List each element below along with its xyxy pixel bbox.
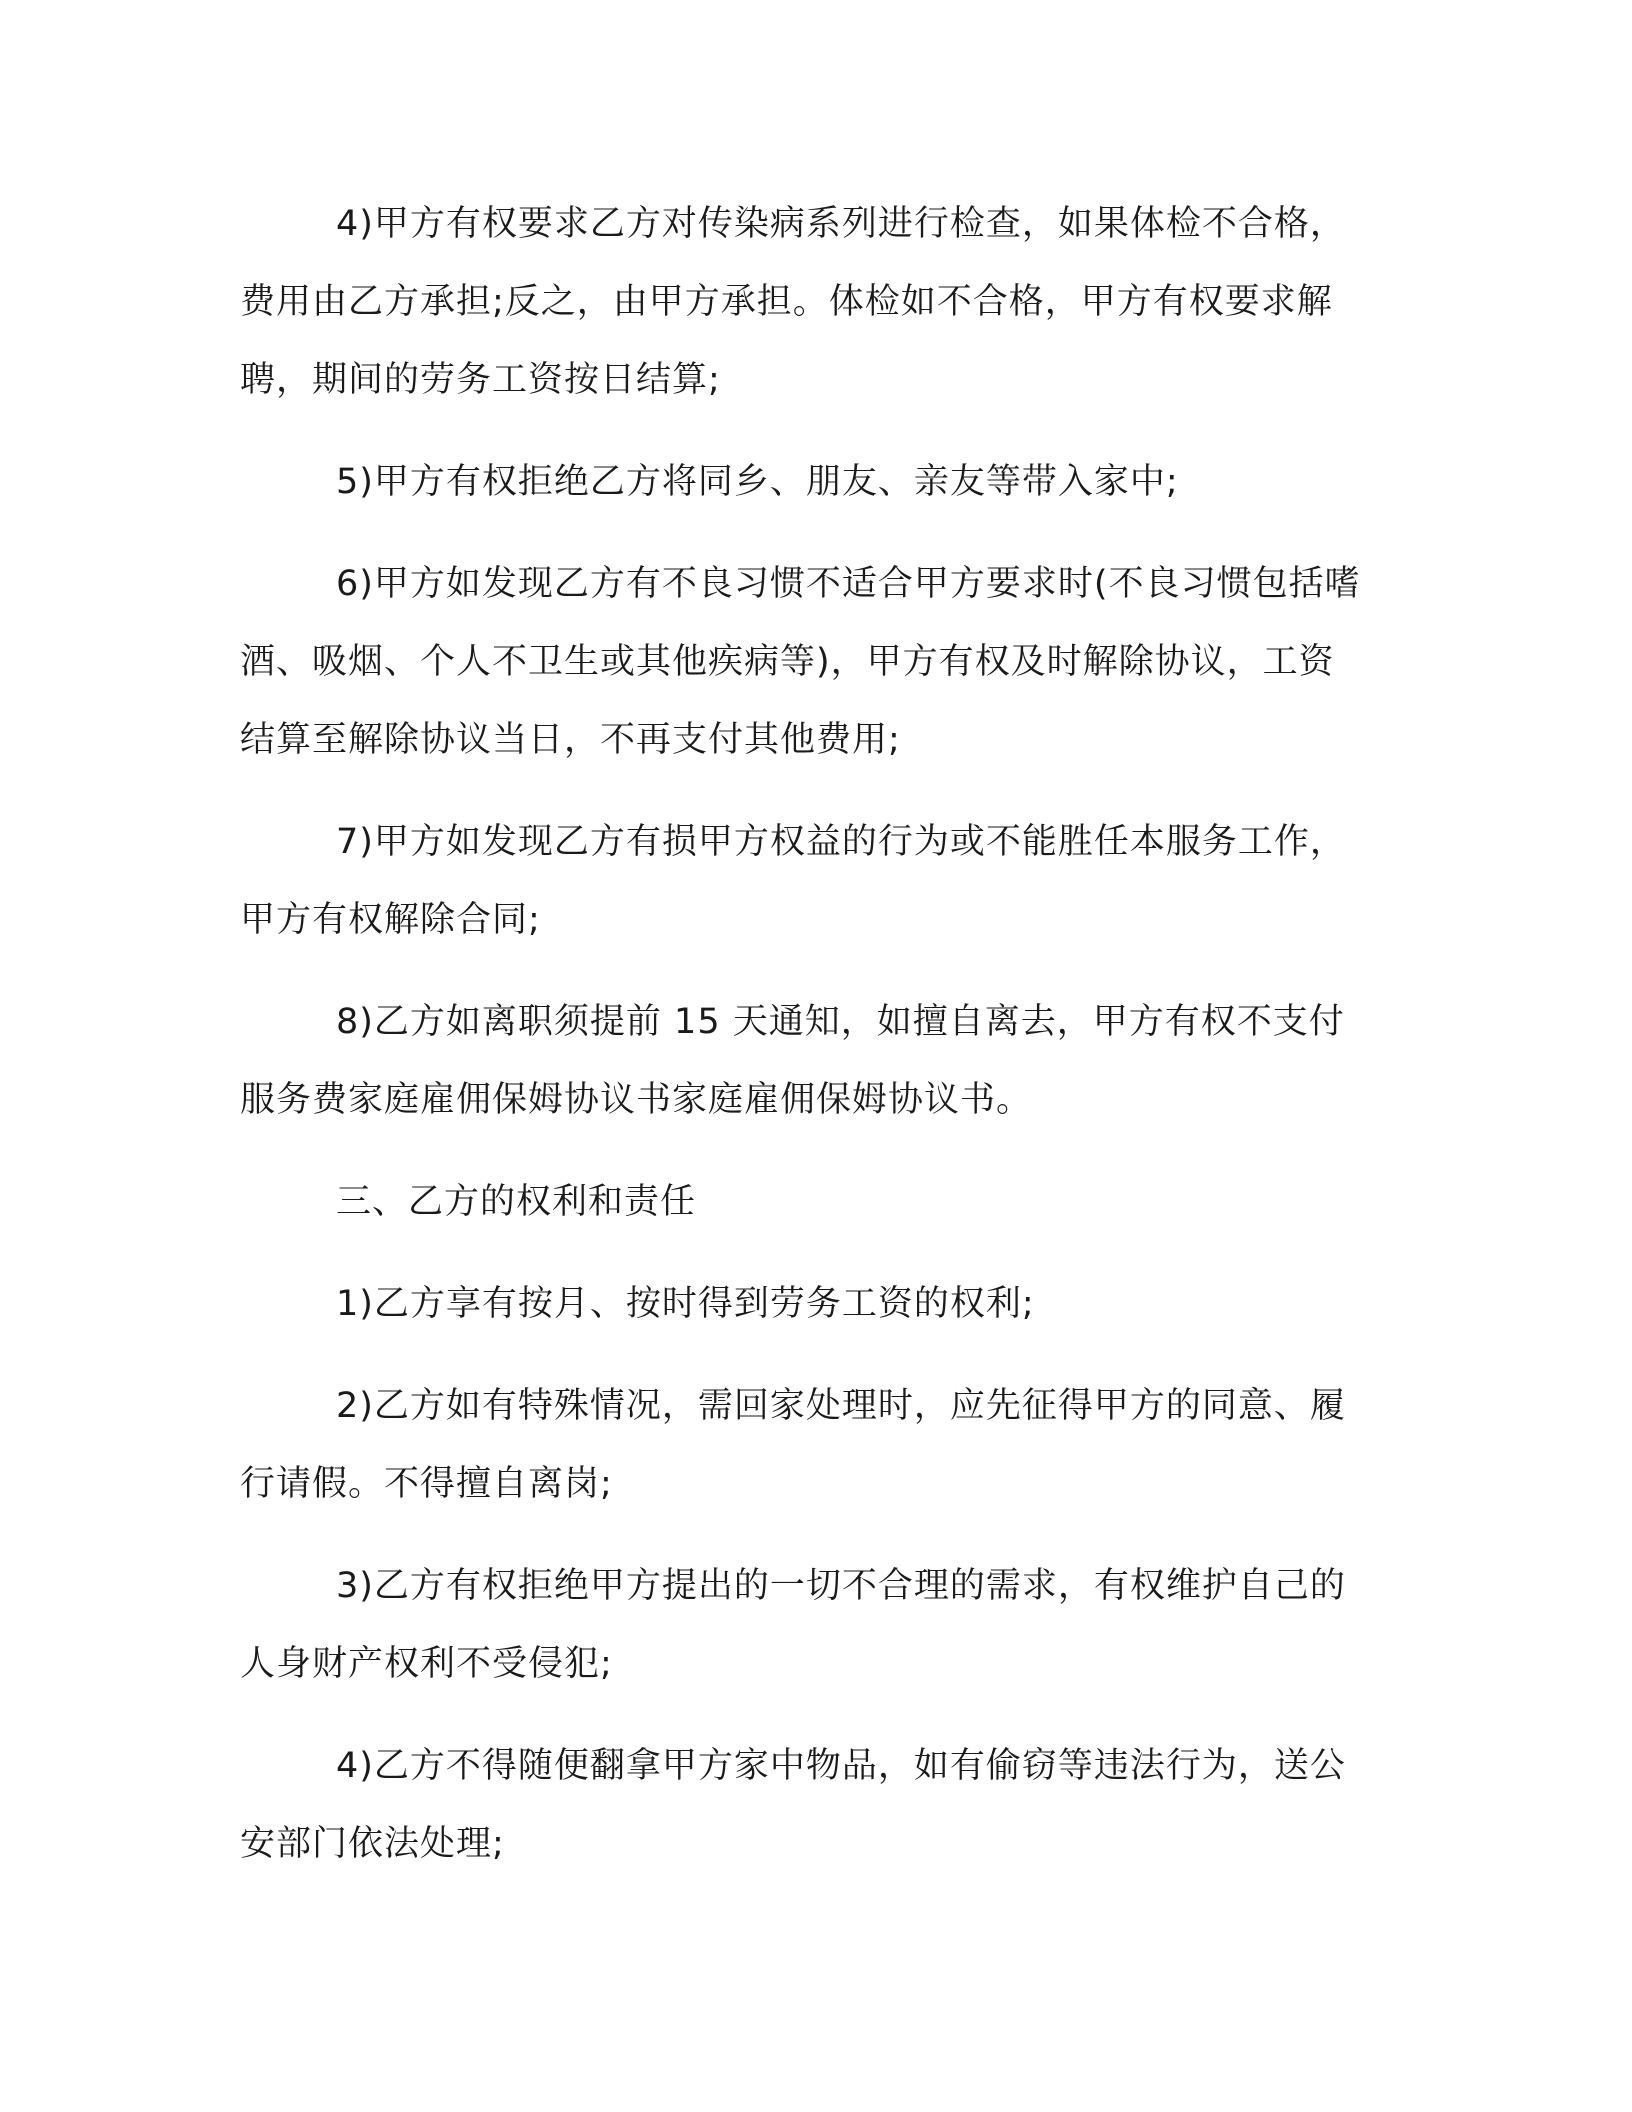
paragraph-line: 8)乙方如离职须提前 15 天通知，如擅自离去，甲方有权不支付 <box>336 1002 1345 1042</box>
paragraph-line: 3)乙方有权拒绝甲方提出的一切不合理的需求，有权维护自己的 <box>336 1566 1346 1606</box>
clause-paragraph <box>240 1367 1390 1523</box>
clause-paragraph <box>240 545 1390 779</box>
paragraph-line: 结算至解除协议当日，不再支付其他费用; <box>240 720 901 760</box>
clause-paragraph <box>240 185 1390 419</box>
clause-paragraph <box>240 1727 1390 1883</box>
document-body <box>240 185 1390 1883</box>
clause-paragraph <box>240 983 1390 1139</box>
paragraph-line: 聘，期间的劳务工资按日结算; <box>240 360 721 400</box>
section-heading-text: 三、乙方的权利和责任 <box>336 1182 697 1222</box>
clause-paragraph <box>240 1547 1390 1703</box>
paragraph-line: 安部门依法处理; <box>240 1824 505 1864</box>
paragraph-line: 酒、吸烟、个人不卫生或其他疾病等)，甲方有权及时解除协议，工资 <box>240 642 1335 682</box>
paragraph-line: 5)甲方有权拒绝乙方将同乡、朋友、亲友等带入家中; <box>336 462 1179 502</box>
clause-paragraph <box>240 443 1390 521</box>
paragraph-line: 6)甲方如发现乙方有不良习惯不适合甲方要求时(不良习惯包括嗜 <box>336 564 1361 604</box>
paragraph-line: 2)乙方如有特殊情况，需回家处理时，应先征得甲方的同意、履 <box>336 1386 1346 1426</box>
paragraph-line: 4)乙方不得随便翻拿甲方家中物品，如有偷窃等违法行为，送公 <box>336 1746 1346 1786</box>
clause-paragraph <box>240 1265 1390 1343</box>
paragraph-line: 费用由乙方承担;反之，由甲方承担。体检如不合格，甲方有权要求解 <box>240 282 1333 322</box>
clause-paragraph <box>240 803 1390 959</box>
paragraph-line: 服务费家庭雇佣保姆协议书家庭雇佣保姆协议书。 <box>240 1080 1033 1120</box>
paragraph-line: 4)甲方有权要求乙方对传染病系列进行检查，如果体检不合格， <box>336 204 1346 244</box>
paragraph-line: 7)甲方如发现乙方有损甲方权益的行为或不能胜任本服务工作， <box>336 822 1346 862</box>
paragraph-line: 行请假。不得擅自离岗; <box>240 1464 613 1504</box>
paragraph-line: 人身财产权利不受侵犯; <box>240 1644 613 1684</box>
section-heading <box>240 1163 1390 1241</box>
paragraph-line: 1)乙方享有按月、按时得到劳务工资的权利; <box>336 1284 1035 1324</box>
paragraph-line: 甲方有权解除合同; <box>240 900 541 940</box>
